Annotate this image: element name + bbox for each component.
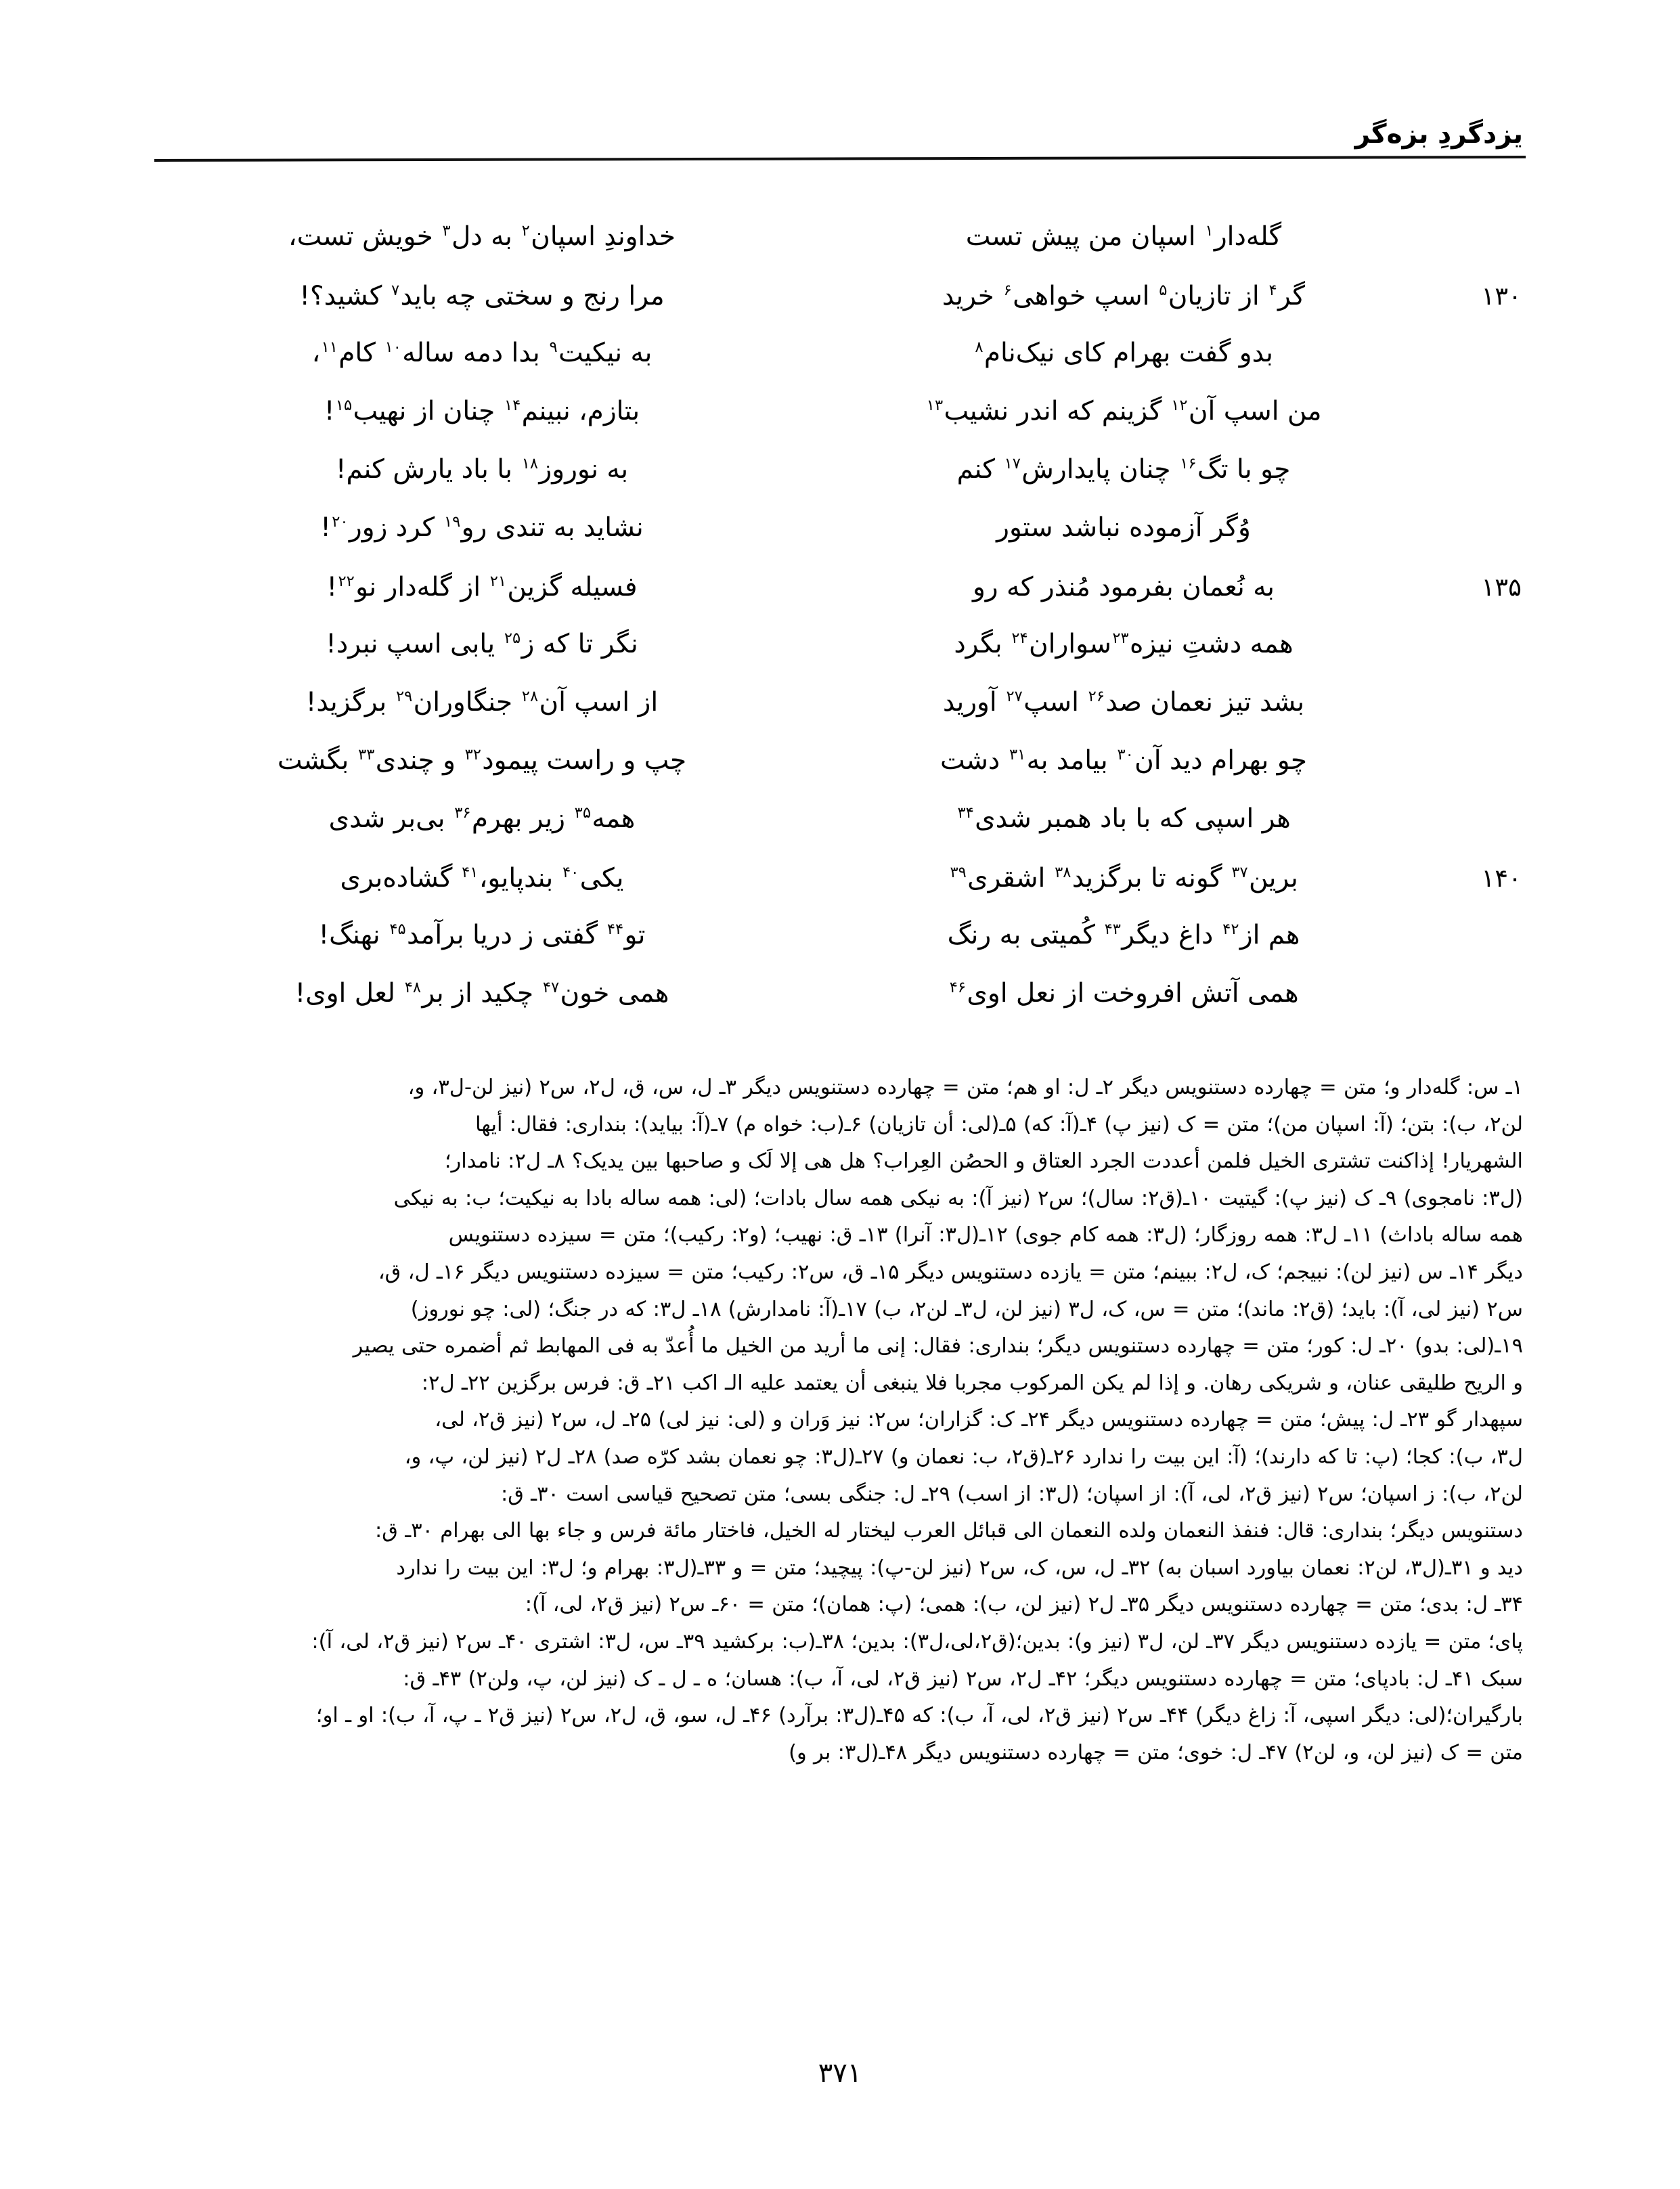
hemistich-second: مرا رنج و سختی چه باید$^۷$ کشید؟! [299, 281, 665, 311]
hemistich-second: نشاید به تندی رو$^{۱۹}$ کرد زور$^{۲۰}$! [320, 512, 644, 543]
apparatus-line: لن۲، ب): ز اسپان؛ س۲ (نیز ق۲، لی، آ): از اسپان؛ (ل۳: از اسب) ۲۹ـ ل: جنگی بسی؛ متن تصحیح قیاسی است ۳۰ـ ق: [500, 1482, 1523, 1506]
hemistich-second: تو$^{۴۴}$ گفتی ز دریا برآمد$^{۴۵}$ نهنگ! [318, 920, 646, 950]
verse-row [154, 922, 1526, 980]
hemistich-first: همه دشتِ نیزه$^{۲۳}$سواران$^{۲۴}$ بگرد [954, 629, 1294, 659]
hemistich-first: چو با تگ$^{۱۶}$ چنان پایدارش$^{۱۷}$ کنم [956, 454, 1291, 485]
hemistich-first: من اسپ آن$^{۱۲}$ گزینم که اندر نشیب$^{۱۳}$ [926, 396, 1322, 426]
verse-number: ۱۳۰ [1481, 282, 1522, 311]
hemistich-second: یکی$^{۴۰}$ بندپایو،$^{۴۱}$ گشاده‌بری [340, 863, 624, 893]
apparatus-line: ل۳، ب): کجا؛ (پ: تا که دارند)؛ (آ: این بیت را ندارد ۲۶ـ(ق۲، ب: نعمان و) ۲۷ـ(ل۳: چو نعمان بشد کرّه صد) ۲۸ـ ل۲ (نیز لن، پ، و، [404, 1444, 1523, 1469]
apparatus-line: دستنویس دیگر؛ بنداری: قال: فنفذ النعمان ولده النعمان الی قبائل العرب لیختار له الخیل، فاختار مائة فرس و جاء بها الی بهرام ۳۰ـ ق: [375, 1519, 1523, 1543]
verse-number: ۱۳۵ [1481, 573, 1522, 602]
verse-row [154, 514, 1526, 573]
folio-number: ۳۷۱ [818, 2058, 862, 2089]
hemistich-first: بشد تیز نعمان صد$^{۲۶}$ اسپ$^{۲۷}$ آورید [942, 687, 1305, 717]
verse-row [154, 282, 1526, 340]
hemistich-second: نگر تا که ز$^{۲۵}$ یابی اسپ نبرد! [326, 629, 638, 659]
verse-number: ۱۴۰ [1481, 864, 1522, 893]
hemistich-second: از اسپ آن$^{۲۸}$ جنگاوران$^{۲۹}$ برگزید! [305, 687, 659, 717]
hemistich-second: خداوندِ اسپان$^۲$ به دل$^۳$ خویش تست، [288, 221, 676, 252]
verse-row [154, 631, 1526, 689]
hemistich-first: وُگر آزموده نباشد ستور [996, 512, 1251, 543]
verse-row [154, 980, 1526, 1038]
apparatus-line: س۲ (نیز لی، آ): باید؛ (ق۲: ماند)؛ متن = س، ک، ل۳ (نیز لن، ل۳ـ لن۲، ب) ۱۷ـ(آ: نامدارش) ۱۸ـ ل۳: که در جنگ؛ (لی: چو نوروز) [410, 1297, 1523, 1321]
apparatus-line: دید و ۳۱ـ(ل۳، لن۲: نعمان بیاورد اسبان به) ۳۲ـ ل، س، ک، س۲ (نیز لن-پ): پیچید؛ متن = و ۳۳ـ(ل۳: بهرام و؛ ل۳: این بیت را ندارد [396, 1555, 1523, 1580]
hemistich-first: گر$^۴$ از تازیان$^۵$ اسپ خواهی$^۶$ خرید [942, 281, 1306, 311]
hemistich-second: چپ و راست پیمود$^{۳۲}$ و چندی$^{۳۳}$ بگشت [277, 745, 687, 776]
hemistich-second: به نوروز$^{۱۸}$ با باد یارش کنم! [335, 454, 629, 485]
apparatus-line: ۳۴ـ ل: بدی؛ متن = چهارده دستنویس دیگر ۳۵ـ ل۲ (نیز لن، ب): همی؛ (پ: همان)؛ متن = ۶۰ـ س۲ (نیز ق۲، لی، آ): [525, 1593, 1523, 1617]
apparatus-line: لن۲، ب): بتن؛ (آ: اسپان من)؛ متن = ک (نیز پ) ۴ـ(آ: که) ۵ـ(لی: أن تازیان) ۶ـ(ب: خواه م) ۷ـ(آ: بیاید): بنداری: فقال: أیها [475, 1112, 1523, 1136]
verse-block [154, 223, 1526, 1038]
hemistich-first: گله‌دار$^۱$ اسپان من پیش تست [965, 221, 1282, 252]
apparatus-line: و الریح طلیقی عنان، و شریکی رهان. و إذا لم یکن المرکوب مجربا فلا ینبغی أن یعتمد علیه الـ اکب ۲۱ـ ق: فرس برگزین ۲۲ـ ل۲: [421, 1371, 1523, 1395]
apparatus-line: ۱۹ـ(لی: بدو) ۲۰ـ ل: کور؛ متن = چهارده دستنویس دیگر؛ بنداری: فقال: إنی ما أرید من الخیل ما أُعدّ به فی المهابط ثم أضمره حتی یصیر [353, 1334, 1523, 1358]
hemistich-first: چو بهرام دید آن$^{۳۰}$ بیامد به$^{۳۱}$ دشت [940, 745, 1308, 776]
hemistich-second: فسیله گزین$^{۲۱}$ از گله‌دار نو$^{۲۲}$! [326, 572, 638, 602]
hemistich-second: همی خون$^{۴۷}$ چکید از بر$^{۴۸}$ لعل اوی! [294, 978, 669, 1009]
apparatus-line: سپهدار گو ۲۳ـ ل: پیش؛ متن = چهارده دستنویس دیگر ۲۴ـ ک: گزاران؛ س۲: نیز وَران و (لی: نیز لی) ۲۵ـ ل، س۲ (نیز ق۲، لی، [435, 1408, 1523, 1432]
apparatus-line: همه ساله باداث) ۱۱ـ ل۳: همه روزگار؛ (ل۳: همه کام جوی) ۱۲ـ(ل۳: آنرا) ۱۳ـ ق: نهیب؛ (و۲: رکیب)؛ متن = سیزده دستنویس [448, 1223, 1523, 1247]
hemistich-first: همی آتش افروخت از نعل اوی$^{۴۶}$ [949, 978, 1299, 1009]
verse-row [154, 223, 1526, 282]
apparatus-line: بارگیران؛(لی: دیگر اسپی، آ: زاغ دیگر) ۴۴ـ س۲ (نیز ق۲، لی، آ، ب): که ۴۵ـ(ل۳: برآرد) ۴۶ـ ل، سو، ق، ل۲، س۲ (نیز ق۲ ـ پ، آ، ب): او ـ او؛ [315, 1704, 1523, 1728]
apparatus-line: دیگر ۱۴ـ س (نیز لن): نبیجم؛ ک، ل۲: ببینم؛ متن = یازده دستنویس دیگر ۱۵ـ ق، س۲: رکیب؛ متن = سیزده دستنویس دیگر ۱۶ـ ل، ق، [378, 1260, 1523, 1284]
apparatus-line: الشهریار! إذاکنت تشتری الخیل فلمن أعددت الجرد العتاق و الحصُن العِراب؟ هل هی إلا لَک و صاحبها بین یدیک؟ ۸ـ ل۲: نامدار؛ [444, 1149, 1523, 1174]
hemistich-second: همه$^{۳۵}$ زیر بهرم$^{۳۶}$ بی‌بر شدی [328, 803, 636, 834]
verse-row [154, 456, 1526, 514]
verse-row [154, 747, 1526, 805]
verse-row [154, 864, 1526, 922]
apparatus-line: (ل۳: نامجوی) ۹ـ ک (نیز پ): گیتیت ۱۰ـ(ق۲: سال)؛ س۲ (نیز آ): به نیکی همه سال بادات؛ (لی: همه ساله بادا به نیکیت؛ ب: به نیکی [393, 1186, 1523, 1210]
verse-row [154, 398, 1526, 456]
apparatus-line: پای؛ متن = یازده دستنویس دیگر ۳۷ـ لن، ل۳ (نیز و): بدین؛(ق۲،لی،ل۳): بدین؛ ۳۸ـ(ب: برکشید ۳۹ـ س، ل۳: اشتری ۴۰ـ س۲ (نیز ق۲، لی، آ): [311, 1629, 1523, 1654]
verse-row [154, 689, 1526, 747]
verse-row [154, 340, 1526, 398]
hemistich-first: بدو گفت بهرام کای نیک‌نام$^۸$ [975, 338, 1273, 368]
running-head-title: یزدگردِ بزه‌گر [1354, 119, 1523, 150]
apparatus-line: ۱ـ س: گله‌دار و؛ متن = چهارده دستنویس دیگر ۲ـ ل: او هم؛ متن = چهارده دستنویس دیگر ۳ـ ل، س، ق، ل۲، س۲ (نیز لن-ل۳، و، [407, 1076, 1523, 1099]
hemistich-first: هر اسپی که با باد همبر شدی$^{۳۴}$ [957, 803, 1291, 834]
hemistich-second: به نیکیت$^۹$ بدا دمه ساله$^{۱۰}$ کام$^{۱۱}$، [311, 338, 653, 368]
hemistich-first: برین$^{۳۷}$ گونه تا برگزید$^{۳۸}$ اشقری$^{۳۹}$ [950, 863, 1298, 893]
running-head [154, 120, 1526, 158]
verse-row [154, 805, 1526, 864]
hemistich-first: به نُعمان بفرمود مُنذر که رو [972, 572, 1275, 602]
hemistich-first: هم از$^{۴۲}$ داغ دیگر$^{۴۳}$ کُمیتی به رنگ [947, 920, 1300, 950]
hemistich-second: بتازم، نبینم$^{۱۴}$ چنان از نهیب$^{۱۵}$! [324, 396, 640, 426]
apparatus-line: سبک ۴۱ـ ل: بادپای؛ متن = چهارده دستنویس دیگر؛ ۴۲ـ ل۲، س۲ (نیز ق۲، لی، آ، ب): هسان؛ ه ـ ل ـ ک (نیز لن، پ، ولن۲) ۴۳ـ ق: [403, 1666, 1523, 1691]
apparatus-line: متن = ک (نیز لن، و، لن۲) ۴۷ـ ل: خوی؛ متن = چهارده دستنویس دیگر ۴۸ـ(ل۳: بر و) [789, 1740, 1523, 1765]
verse-row [154, 573, 1526, 631]
apparatus-criticus [157, 1069, 1523, 1771]
running-head-rule [154, 156, 1526, 162]
